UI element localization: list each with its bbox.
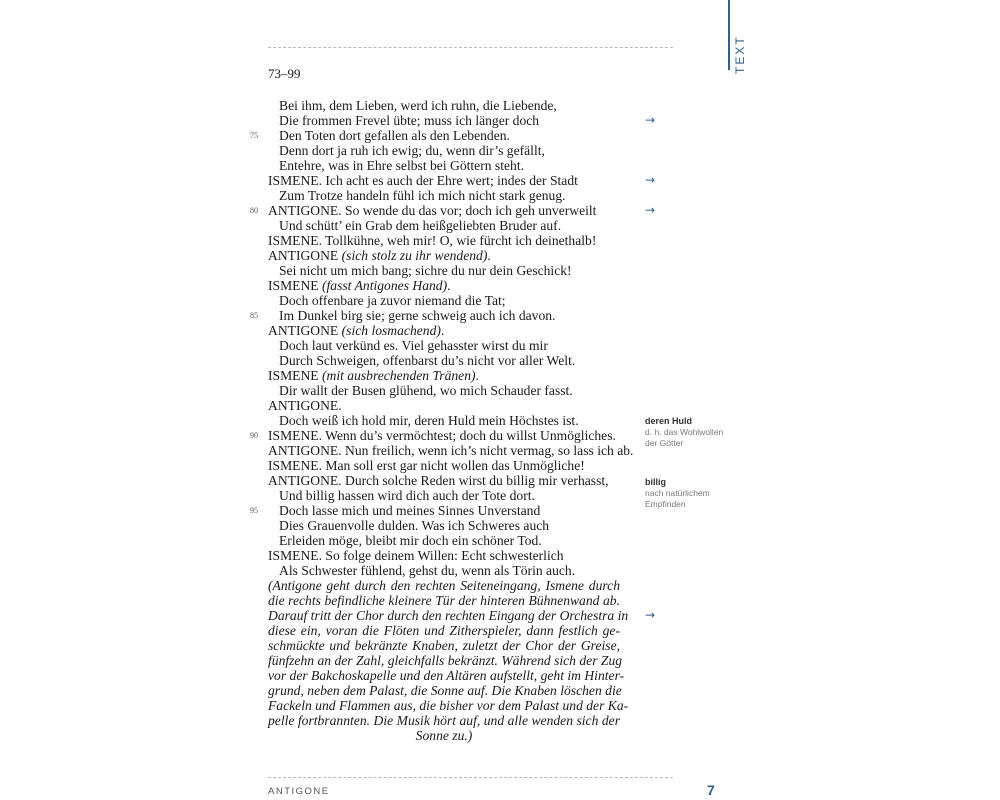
verse-line [0,173,1000,188]
line-text [268,248,491,263]
stage-direction-line [0,608,1000,623]
verse-line [0,278,1000,293]
line-range-heading: 73–99 [268,66,301,81]
speaker-name: ANTIGONE [268,248,342,263]
verse-line [0,533,1000,548]
line-text: Doch laut verkünd es. Viel gehasster wirst du mir [279,338,548,353]
line-text: Bei ihm, dem Lieben, werd ich ruhn, die Liebende, [279,98,557,113]
verse-line [0,368,1000,383]
line-text: ISMENE. Man soll erst gar nicht wollen das Unmögliche! [268,458,585,473]
line-text: Dies Grauenvolle dulden. Was ich Schweres auch [279,518,550,533]
line-text: Sei nicht um mich bang; sichre du nur dein Geschick! [279,263,572,278]
verse-line [0,428,1000,443]
page-number: 7 [707,782,715,798]
line-text: pelle fortbrannten. Die Musik hört auf, und alle wenden sich der [268,713,620,728]
gloss-term: billig [645,477,666,487]
inline-stage-direction: (sich losmachend) [341,323,441,338]
bottom-dashed-rule [268,777,673,778]
line-text: ISMENE. So folge deinem Willen: Echt schwesterlich [268,548,564,563]
side-tab-line [728,0,730,70]
line-number: 80 [250,206,258,215]
stage-direction-line [0,653,1000,668]
verse-line [0,98,1000,113]
stage-direction-line [0,668,1000,683]
side-tab-label: TEXT [733,35,747,74]
stage-direction-line [0,683,1000,698]
stage-direction-line [0,713,1000,728]
line-text: ANTIGONE. Nun freilich, wenn ich’s nicht vermag, so lass ich ab. [268,443,634,458]
line-text [268,278,451,293]
verse-line [0,548,1000,563]
line-text: ISMENE. Ich acht es auch der Ehre wert; indes der Stadt [268,173,578,188]
verse-line [0,563,1000,578]
speaker-name: ANTIGONE [268,323,342,338]
line-number: 85 [250,311,258,320]
line-text: ANTIGONE. So wende du das vor; doch ich geh unverweilt [268,203,597,218]
line-text: schmückte und bekränzte Knaben, zuletzt der Chor der Greise, [268,638,620,653]
line-number: 75 [250,131,258,140]
verse-line [0,113,1000,128]
arrow-right-icon[interactable]: → [645,173,656,187]
line-text: diese ein, voran die Flöten und Zitherspieler, dann festlich ge- [268,623,620,638]
verse-line [0,518,1000,533]
inline-stage-direction: (fasst Antigones Hand) [322,278,448,293]
verse-line [0,293,1000,308]
speaker-name: ISMENE [268,278,322,293]
gloss-explanation: nach natürlichem Empfinden [645,488,710,509]
stage-direction-line [0,638,1000,653]
arrow-right-icon[interactable]: → [645,608,656,622]
line-text: ISMENE. Tollkühne, weh mir! O, wie fürcht ich deinethalb! [268,233,597,248]
line-text: Zum Trotze handeln fühl ich mich nicht stark genug. [279,188,566,203]
verse-line [0,503,1000,518]
line-number: 95 [250,506,258,515]
verse-line [0,233,1000,248]
line-text: die rechts befindliche kleinere Tür der hinteren Bühnenwand ab. [268,593,620,608]
verse-line [0,218,1000,233]
gloss-explanation: d. h. das Wohlwollen der Götter [645,427,724,448]
verse-line [0,473,1000,488]
verse-line [0,398,1000,413]
stage-direction-line [0,623,1000,638]
line-text: ANTIGONE. Durch solche Reden wirst du billig mir verhasst, [268,473,609,488]
line-text: ANTIGONE. [268,398,342,413]
line-text: Dir wallt der Busen glühend, wo mich Schauder fasst. [279,383,573,398]
arrow-right-icon[interactable]: → [645,203,656,217]
verse-line [0,158,1000,173]
line-text: Sonne zu.) [415,728,473,743]
speaker-name: ISMENE [268,368,322,383]
verse-line [0,443,1000,458]
line-text: Erleiden möge, bleibt mir doch ein schöner Tod. [279,533,542,548]
line-number: 90 [250,431,258,440]
verse-line [0,413,1000,428]
line-text: Fackeln und Flammen aus, die bisher vor dem Palast und der Ka- [268,698,629,713]
verse-line [0,263,1000,278]
line-text: (Antigone geht durch den rechten Seiteneingang, Ismene durch [268,578,620,593]
verse-line [0,203,1000,218]
verse-line [0,128,1000,143]
top-dashed-rule [268,47,673,48]
arrow-right-icon[interactable]: → [645,113,656,127]
line-text: Darauf tritt der Chor durch den rechten Eingang der Orchestra in [268,608,629,623]
verse-line [0,488,1000,503]
line-text: Doch offenbare ja zuvor niemand die Tat; [279,293,506,308]
line-text: vor der Bakchoskapelle und den Altären aufstellt, geht im Hinter- [268,668,625,683]
punctuation: . [447,278,451,293]
line-text: Die frommen Frevel übte; muss ich länger doch [279,113,540,128]
stage-direction-line [0,578,1000,593]
line-text: Und billig hassen wird dich auch der Tote dort. [279,488,535,503]
punctuation: . [440,323,445,338]
gloss-term: deren Huld [645,416,693,426]
line-text: Im Dunkel birg sie; gerne schweig auch ich davon. [279,308,556,323]
margin-gloss [645,477,735,510]
line-text: ISMENE. Wenn du’s vermöchtest; doch du willst Unmögliches. [268,428,616,443]
line-text: Entehre, was in Ehre selbst bei Göttern steht. [279,158,524,173]
verse-line [0,143,1000,158]
verse-line [0,353,1000,368]
inline-stage-direction: (sich stolz zu ihr wendend) [341,248,488,263]
line-text [268,368,479,383]
verse-line [0,458,1000,473]
stage-direction-line [0,728,1000,743]
line-text: Doch weiß ich hold mir, deren Huld mein Höchstes ist. [279,413,579,428]
verse-line [0,383,1000,398]
footer-title: ANTIGONE [268,786,330,797]
inline-stage-direction: (mit ausbrechenden Tränen) [322,368,476,383]
verse-line [0,308,1000,323]
punctuation: . [475,368,479,383]
verse-line [0,323,1000,338]
line-text: Und schütt’ ein Grab dem heißgeliebten Bruder auf. [279,218,562,233]
verse-line [0,248,1000,263]
line-text: grund, neben dem Palast, die Sonne auf. Die Knaben löschen die [268,683,622,698]
punctuation: . [487,248,491,263]
play-text [0,98,1000,743]
line-text: Den Toten dort gefallen als den Lebenden. [279,128,510,143]
verse-line [0,338,1000,353]
line-text: Durch Schweigen, offenbarst du’s nicht vor aller Welt. [279,353,576,368]
line-text [268,323,444,338]
line-text: Als Schwester fühlend, gehst du, wenn als Törin auch. [279,563,576,578]
verse-line [0,188,1000,203]
line-text: Doch lasse mich und meines Sinnes Unverstand [279,503,541,518]
line-text: Denn dort ja ruh ich ewig; du, wenn dir’s gefällt, [279,143,545,158]
stage-direction-line [0,698,1000,713]
stage-direction-line [0,593,1000,608]
margin-gloss [645,416,735,449]
line-text: fünfzehn an der Zahl, gleichfalls bekränzt. Während sich der Zug [268,653,623,668]
